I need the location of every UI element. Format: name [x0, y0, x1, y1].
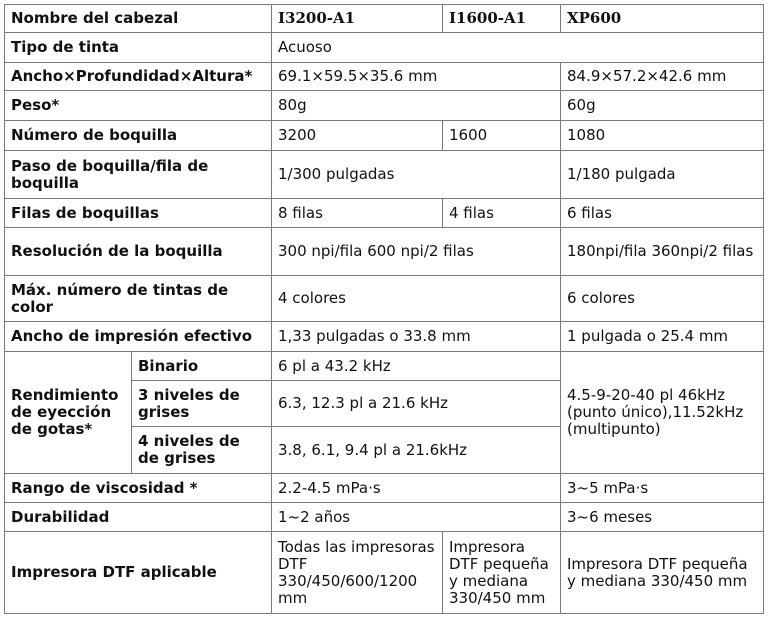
nozzle-rows-xp600: 6 filas — [561, 199, 764, 228]
row-label-nozzle-rows: Filas de boquillas — [5, 199, 272, 228]
table-row — [5, 352, 764, 381]
table-row — [5, 33, 764, 63]
ejection-gray4-value: 3.8, 6.1, 9.4 pl a 21.6kHz — [272, 427, 561, 474]
table-row — [5, 228, 764, 276]
resolution-xp600: 180npi/fila 360npi/2 filas — [561, 228, 764, 276]
ink-type-value: Acuoso — [272, 33, 764, 63]
ejection-binary-label: Binario — [132, 352, 272, 381]
ejection-gray3-value: 6.3, 12.3 pl a 21.6 kHz — [272, 381, 561, 427]
nozzle-pitch-xp600: 1/180 pulgada — [561, 151, 764, 199]
spec-table — [4, 4, 764, 614]
durability-i-series: 1~2 años — [272, 503, 561, 532]
nozzle-rows-i1600: 4 filas — [443, 199, 561, 228]
header-label: Nombre del cabezal — [5, 5, 272, 33]
row-label-dimensions: Ancho×Profundidad×Altura* — [5, 63, 272, 91]
max-colors-i-series: 4 colores — [272, 276, 561, 322]
header-i3200: I3200-A1 — [272, 5, 443, 33]
table-row — [5, 503, 764, 532]
table-row — [5, 199, 764, 228]
row-label-viscosity: Rango de viscosidad * — [5, 474, 272, 503]
print-width-xp600: 1 pulgada o 25.4 mm — [561, 322, 764, 352]
nozzle-count-i3200: 3200 — [272, 121, 443, 151]
dtf-printer-i1600: Impresora DTF pequeña y mediana 330/450 mm — [443, 532, 561, 614]
dtf-printer-i3200: Todas las impresoras DTF 330/450/600/1200 mm — [272, 532, 443, 614]
table-row — [5, 121, 764, 151]
table-header-row — [5, 5, 764, 33]
viscosity-i-series: 2.2-4.5 mPa·s — [272, 474, 561, 503]
resolution-i-series: 300 npi/fila 600 npi/2 filas — [272, 228, 561, 276]
ejection-gray4-label: 4 niveles de de grises — [132, 427, 272, 474]
row-label-max-colors: Máx. número de tintas de color — [5, 276, 272, 322]
row-label-nozzle-count: Número de boquilla — [5, 121, 272, 151]
dimensions-xp600: 84.9×57.2×42.6 mm — [561, 63, 764, 91]
row-label-weight: Peso* — [5, 91, 272, 121]
row-label-ink-type: Tipo de tinta — [5, 33, 272, 63]
nozzle-count-i1600: 1600 — [443, 121, 561, 151]
header-xp600: XP600 — [561, 5, 764, 33]
ejection-gray3-label: 3 niveles de grises — [132, 381, 272, 427]
ejection-binary-value: 6 pl a 43.2 kHz — [272, 352, 561, 381]
weight-xp600: 60g — [561, 91, 764, 121]
dimensions-i-series: 69.1×59.5×35.6 mm — [272, 63, 561, 91]
row-label-nozzle-pitch: Paso de boquilla/fila de boquilla — [5, 151, 272, 199]
viscosity-xp600: 3~5 mPa·s — [561, 474, 764, 503]
nozzle-pitch-i-series: 1/300 pulgadas — [272, 151, 561, 199]
row-label-ejection: Rendimiento de eyección de gotas* — [5, 352, 132, 474]
table-row — [5, 322, 764, 352]
row-label-durability: Durabilidad — [5, 503, 272, 532]
row-label-resolution: Resolución de la boquilla — [5, 228, 272, 276]
table-row — [5, 63, 764, 91]
max-colors-xp600: 6 colores — [561, 276, 764, 322]
row-label-dtf-printer: Impresora DTF aplicable — [5, 532, 272, 614]
ejection-xp600: 4.5-9-20-40 pl 46kHz (punto único),11.52kHz (multipunto) — [561, 352, 764, 474]
print-width-i-series: 1,33 pulgadas o 33.8 mm — [272, 322, 561, 352]
weight-i-series: 80g — [272, 91, 561, 121]
durability-xp600: 3~6 meses — [561, 503, 764, 532]
table-row — [5, 474, 764, 503]
row-label-print-width: Ancho de impresión efectivo — [5, 322, 272, 352]
dtf-printer-xp600: Impresora DTF pequeña y mediana 330/450 mm — [561, 532, 764, 614]
nozzle-rows-i3200: 8 filas — [272, 199, 443, 228]
table-row — [5, 276, 764, 322]
header-i1600: I1600-A1 — [443, 5, 561, 33]
table-row — [5, 91, 764, 121]
nozzle-count-xp600: 1080 — [561, 121, 764, 151]
table-row — [5, 532, 764, 614]
table-row — [5, 151, 764, 199]
